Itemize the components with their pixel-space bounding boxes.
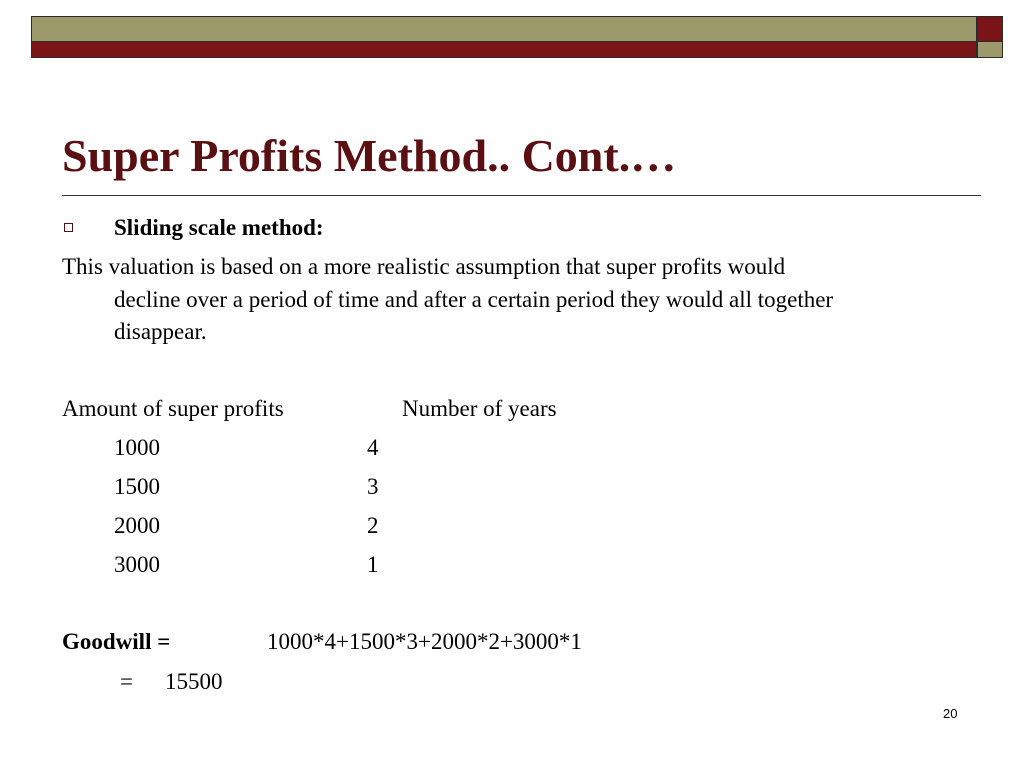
table-cell-amount: 1000 bbox=[114, 435, 160, 460]
header-decor-olive-square bbox=[977, 42, 1003, 58]
table-cell-amount: 3000 bbox=[114, 552, 160, 577]
goodwill-label: Goodwill = bbox=[62, 629, 171, 654]
title-divider bbox=[62, 195, 981, 196]
table-cell-years: 4 bbox=[367, 435, 379, 460]
hollow-square-bullet-icon bbox=[64, 223, 73, 232]
paragraph-line-1: This valuation is based on a more realistic assumption that super profits would bbox=[62, 254, 786, 279]
table-header-amount: Amount of super profits bbox=[62, 396, 284, 421]
header-decor-red-square bbox=[977, 16, 1003, 42]
goodwill-result: 15500 bbox=[165, 669, 223, 694]
table-cell-years: 1 bbox=[367, 552, 379, 577]
slide-title: Super Profits Method.. Cont.… bbox=[62, 130, 677, 181]
header-decor-olive-bar bbox=[31, 16, 977, 42]
paragraph-line-3: disappear. bbox=[114, 319, 207, 344]
slide-number: 20 bbox=[943, 706, 958, 721]
bullet-heading: Sliding scale method: bbox=[114, 215, 324, 240]
table-cell-amount: 2000 bbox=[114, 513, 160, 538]
table-cell-amount: 1500 bbox=[114, 474, 160, 499]
goodwill-formula: 1000*4+1500*3+2000*2+3000*1 bbox=[267, 629, 582, 654]
table-cell-years: 2 bbox=[367, 513, 379, 538]
table-cell-years: 3 bbox=[367, 474, 379, 499]
table-header-years: Number of years bbox=[402, 396, 557, 421]
goodwill-equals-sign: = bbox=[120, 669, 133, 694]
paragraph-line-2: decline over a period of time and after a certain period they would all together bbox=[114, 287, 834, 312]
header-decor-red-bar bbox=[31, 42, 977, 58]
